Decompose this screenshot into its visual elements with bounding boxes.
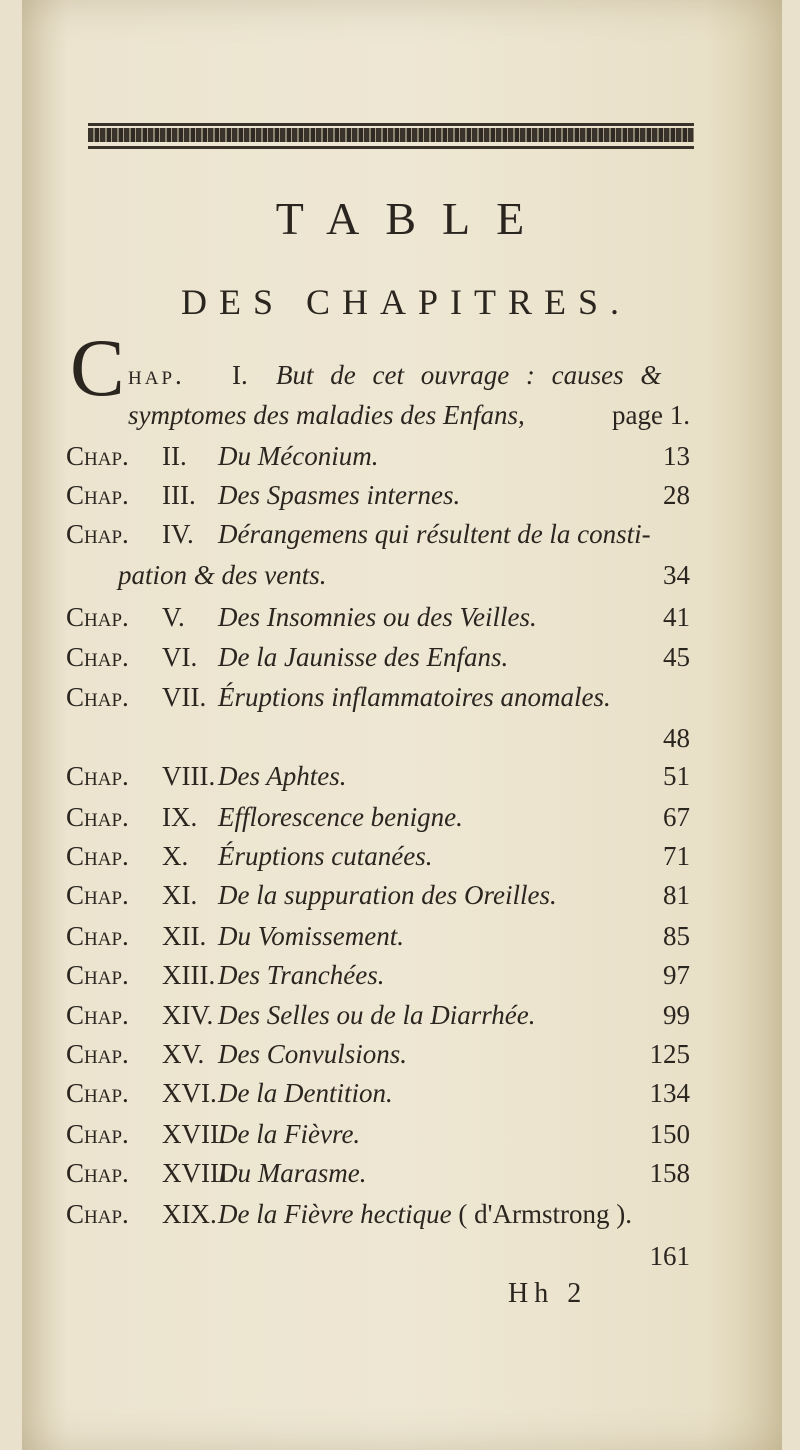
toc-entry (66, 797, 690, 837)
chapter-number: XIII. (162, 960, 216, 990)
toc-entry (66, 514, 690, 554)
chapter-label: Chap. (66, 802, 129, 832)
toc-entry (66, 1153, 690, 1193)
chapter-page: 41 (663, 602, 690, 632)
chapter-number: VII. (162, 682, 207, 712)
toc-entry (66, 1034, 690, 1074)
chapter-label: Chap. (66, 921, 129, 951)
toc-entry (66, 995, 690, 1035)
chapter-label: Chap. (66, 761, 129, 791)
chapter-label: Chap. (66, 1199, 129, 1229)
chapter-number: XVI. (162, 1078, 217, 1108)
toc-entry (66, 1114, 690, 1154)
toc-entry (66, 756, 690, 796)
chapter-number: II. (162, 441, 187, 471)
chapter-number: XVIII. (162, 1158, 235, 1188)
chapter-number: XIV. (162, 1000, 214, 1030)
chapter-title: De la Dentition. (218, 1078, 393, 1108)
chapter-page: 48 (663, 723, 690, 753)
chapter-1-line-1 (128, 355, 690, 395)
chapter-page: 161 (649, 1241, 690, 1271)
chapter-page: 28 (663, 480, 690, 510)
chapter-page: 51 (663, 761, 690, 791)
chapter-page: 125 (649, 1039, 690, 1069)
chapter-title: Du Méconium. (218, 441, 379, 471)
chapter-number: I. (232, 360, 248, 390)
chapter-number: VI. (162, 642, 198, 672)
chapter-page: 99 (663, 1000, 690, 1030)
chapter-label: Chap. (66, 1078, 129, 1108)
chapter-number: X. (162, 841, 189, 871)
chapter-1-line-2 (128, 395, 690, 435)
toc-entry (66, 1194, 690, 1234)
toc-entry (66, 875, 690, 915)
chapter-label: Chap. (66, 880, 129, 910)
chapter-label: Chap. (66, 642, 129, 672)
toc-entry (66, 955, 690, 995)
chapter-label: Chap. (66, 1158, 129, 1188)
bottom-rule (88, 146, 694, 149)
chapter-title: De la Fièvre. (218, 1119, 361, 1149)
chapter-page: 34 (663, 560, 690, 590)
chapter-label: Chap. (66, 960, 129, 990)
chapter-title: Des Spasmes internes. (218, 480, 461, 510)
chapter-page: 81 (663, 880, 690, 910)
chapter-title-continued: pation & des vents. (118, 560, 327, 590)
chapter-number: IX. (162, 802, 198, 832)
toc-entry (66, 436, 690, 476)
top-rule (88, 123, 694, 126)
chapter-page: 85 (663, 921, 690, 951)
toc-entry (66, 1073, 690, 1113)
chapter-number: III. (162, 480, 196, 510)
ornamental-rule (88, 128, 694, 142)
chapter-title-continued: symptomes des maladies des Enfans, (128, 400, 525, 430)
chapter-number: V. (162, 602, 185, 632)
chapter-label: hap. (128, 360, 185, 390)
chapter-title: But de cet ouvrage : causes & (276, 360, 662, 390)
chapter-number: XI. (162, 880, 198, 910)
toc-entry (66, 916, 690, 956)
chapter-title: Des Tranchées. (218, 960, 385, 990)
chapter-number: VIII. (162, 761, 216, 791)
chapter-title: De la Jaunisse des Enfans. (218, 642, 509, 672)
chapter-title: Du Vomissement. (218, 921, 404, 951)
chapter-title: Des Selles ou de la Diarrhée. (218, 1000, 536, 1030)
toc-entry (66, 677, 690, 717)
chapter-number: XVII. (162, 1119, 226, 1149)
chapter-number: XIX. (162, 1199, 217, 1229)
chapter-page: 97 (663, 960, 690, 990)
chapter-label: Chap. (66, 1119, 129, 1149)
chapter-page: 13 (663, 441, 690, 471)
chapter-page: 150 (649, 1119, 690, 1149)
chapter-title: Efflorescence benigne. (218, 802, 463, 832)
chapter-label: Chap. (66, 1039, 129, 1069)
chapter-label: Chap. (66, 1000, 129, 1030)
chapter-title: Du Marasme. (218, 1158, 367, 1188)
page-subtitle: DES CHAPITRES. (180, 282, 632, 322)
toc-entry (66, 637, 690, 677)
chapter-page: 67 (663, 802, 690, 832)
toc-entry (66, 836, 690, 876)
drop-cap: C (70, 322, 125, 413)
chapter-label: Chap. (66, 841, 129, 871)
chapter-title: De la Fièvre hectique ( d'Armstrong ). (218, 1199, 632, 1229)
chapter-title: Des Insomnies ou des Veilles. (218, 602, 537, 632)
chapter-number: IV. (162, 519, 194, 549)
chapter-label: Chap. (66, 441, 129, 471)
chapter-page: 71 (663, 841, 690, 871)
chapter-label: Chap. (66, 480, 129, 510)
chapter-number: XV. (162, 1039, 205, 1069)
chapter-title: De la suppuration des Oreilles. (218, 880, 557, 910)
page-signature: Hh 2 (508, 1278, 588, 1309)
chapter-page: 134 (649, 1078, 690, 1108)
chapter-title: Éruptions cutanées. (218, 841, 433, 871)
chapter-page: page 1. (612, 400, 690, 430)
chapter-label: Chap. (66, 682, 129, 712)
chapter-title: Éruptions inflammatoires anomales. (218, 682, 611, 712)
chapter-page: 158 (649, 1158, 690, 1188)
chapter-label: Chap. (66, 519, 129, 549)
page-title: TABLE (275, 193, 551, 244)
chapter-title: Des Convulsions. (218, 1039, 407, 1069)
chapter-title: Des Aphtes. (218, 761, 347, 791)
toc-entry-continued (118, 555, 690, 595)
chapter-title: Dérangemens qui résultent de la consti- (218, 519, 651, 549)
chapter-number: XII. (162, 921, 207, 951)
chapter-page: 45 (663, 642, 690, 672)
toc-entry (66, 597, 690, 637)
toc-entry (66, 475, 690, 515)
chapter-label: Chap. (66, 602, 129, 632)
